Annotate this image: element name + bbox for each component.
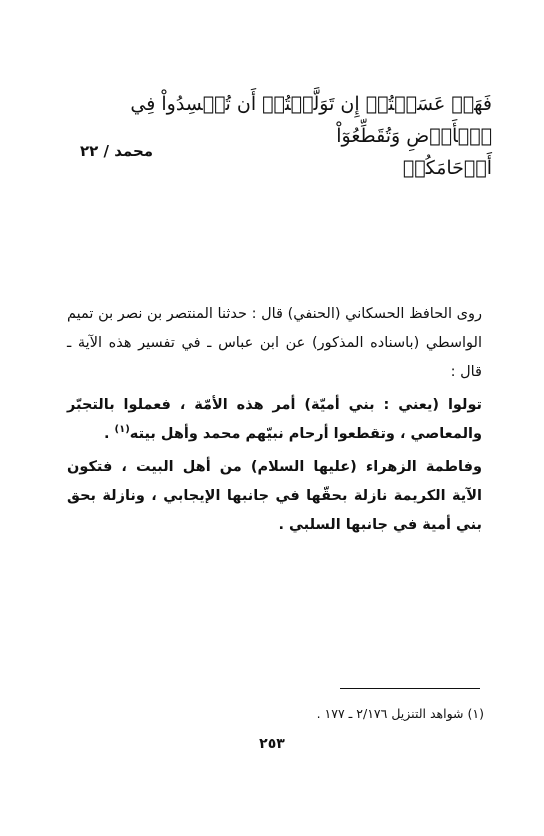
footnote-reference[interactable]: (١) [114,424,130,436]
body-text [67,300,482,544]
paragraph-narration: روى الحافظ الحسكاني (الحنفي) قال : حدثنا المنتصر بن نصر بن تميم الواسطي (باسناده المذكور) عن ابن عباس ـ في تفسير هذه الآية ـ قال : [67,306,482,380]
verse-reference: محمد / ٢٢ [80,142,154,160]
footnote: (١) شواهد التنزيل ٢/١٧٦ ـ ١٧٧ . [316,706,484,721]
paragraph-quote [67,391,482,449]
quran-verse [40,88,492,184]
page-number: ٢٥٣ [259,736,285,752]
quote-end: . [103,426,115,442]
verse-line-1: فَهَلۡ عَسَيۡتُمۡ إِن تَوَلَّيۡتُمۡ أَن تُفۡسِدُواْ فِي ٱلۡأَرۡضِ وَتُقَطِّعُوٓاْ [130,93,492,147]
verse-line-2: أَرۡحَامَكُمۡ [402,157,492,179]
paragraph-conclusion: وفاطمة الزهراء (عليها السلام) من أهل البيت ، فتكون الآية الكريمة نازلة بحقّها في جانبها الإيجابي ، ونازلة بحق بني أمية في جانبها السلبي . [67,459,482,533]
footnote-divider [340,688,480,689]
quote-text: تولوا (يعني : بني أميّة) أمر هذه الأمّة ، فعملوا بالتجبّر والمعاصي ، وتقطعوا أرحام نبيّهم محمد وأهل بيته [67,397,482,442]
